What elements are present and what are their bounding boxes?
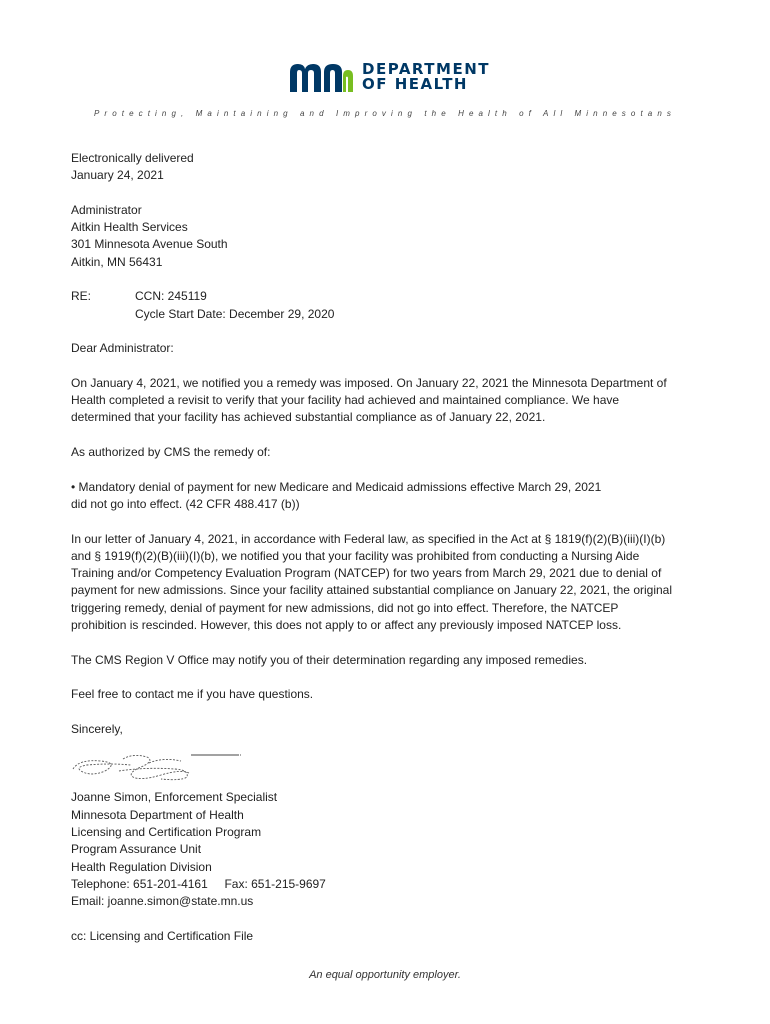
signer-block <box>71 789 711 910</box>
closing: Sincerely, <box>71 721 123 736</box>
signer-line: Health Regulation Division <box>71 859 212 874</box>
recipient-line: Administrator <box>71 202 142 217</box>
signature <box>71 749 711 783</box>
remedy-bullet <box>71 479 711 514</box>
logo-line-2: OF HEALTH <box>362 75 468 93</box>
letter-body <box>71 150 711 962</box>
delivery-block <box>71 150 711 185</box>
text-line: and § 1919(f)(2)(B)(iii)(I)(b), we notified you that your facility was prohibited from conducting a Nursing Aide <box>71 548 640 563</box>
signer-line: Minnesota Department of Health <box>71 807 244 822</box>
mdh-logo <box>290 62 490 92</box>
footer-eoe: An equal opportunity employer. <box>309 969 461 981</box>
signer-line: Joanne Simon, Enforcement Specialist <box>71 790 278 805</box>
text-line: payment for new admissions. Since your facility attained substantial compliance on January 22, 2021, the original <box>71 583 673 598</box>
tagline: Protecting, Maintaining and Improving the Health of All Minnesotans <box>94 109 676 118</box>
recipient-line: 301 Minnesota Avenue South <box>71 237 228 252</box>
signer-line: Program Assurance Unit <box>71 842 202 857</box>
signer-line: Telephone: 651-201-4161 Fax: 651-215-9697 <box>71 876 326 891</box>
text-line: On January 4, 2021, we notified you a remedy was imposed. On January 22, 2021 the Minnesota Department of <box>71 375 667 390</box>
text-line: In our letter of January 4, 2021, in accordance with Federal law, as specified in the Act at § 1819(f)(2)(B)(iii)(I)(b) <box>71 531 666 546</box>
paragraph-authorized: As authorized by CMS the remedy of: <box>71 445 271 460</box>
mn-logo-icon <box>290 62 354 92</box>
re-cycle-date: Cycle Start Date: December 29, 2020 <box>135 306 335 321</box>
text-line: triggering remedy, denial of payment for new admissions, did not go into effect. Therefore, the NATCEP <box>71 600 619 615</box>
text-line: determined that your facility has achieved substantial compliance as of January 22, 2021. <box>71 410 546 425</box>
recipient-line: Aitkin Health Services <box>71 220 188 235</box>
letter-date: January 24, 2021 <box>71 168 164 183</box>
paragraph-remedy-notice <box>71 375 711 427</box>
paragraph-cms-region: The CMS Region V Office may notify you of their determination regarding any imposed remedies. <box>71 652 588 667</box>
signer-line: Licensing and Certification Program <box>71 824 262 839</box>
text-line: Training and/or Competency Evaluation Program (NATCEP) for two years from March 29, 2021 due to denial of <box>71 566 662 581</box>
signer-email: Email: joanne.simon@state.mn.us <box>71 894 254 909</box>
paragraph-contact: Feel free to contact me if you have questions. <box>71 687 314 702</box>
delivery-method: Electronically delivered <box>71 151 194 165</box>
re-block <box>71 288 711 323</box>
cc-line: cc: Licensing and Certification File <box>71 928 254 943</box>
text-line: did not go into effect. (42 CFR 488.417 (b)) <box>71 496 300 511</box>
department-name <box>362 62 490 92</box>
signature-icon <box>71 749 251 783</box>
paragraph-natcep <box>71 531 711 635</box>
recipient-address <box>71 202 711 271</box>
text-line: • Mandatory denial of payment for new Medicare and Medicaid admissions effective March 29, 2021 <box>71 479 602 494</box>
re-details <box>135 288 334 323</box>
re-ccn: CCN: 245119 <box>135 289 207 304</box>
re-label: RE: <box>71 289 92 304</box>
text-line: prohibition is rescinded. However, this does not apply to or affect any previously imposed NATCEP loss. <box>71 618 622 633</box>
recipient-line: Aitkin, MN 56431 <box>71 254 163 269</box>
salutation: Dear Administrator: <box>71 341 174 356</box>
logo-line-1: DEPARTMENT <box>362 60 490 78</box>
text-line: Health completed a revisit to verify that your facility had achieved and maintained compliance. We have <box>71 393 620 408</box>
